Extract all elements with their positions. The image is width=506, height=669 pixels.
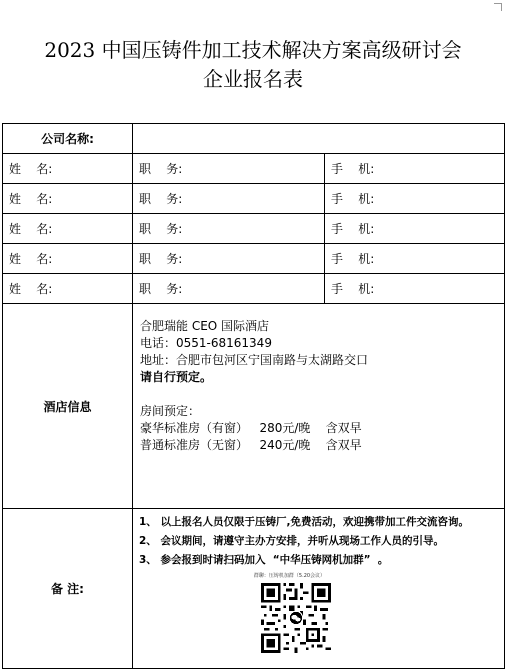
attendee-name-field[interactable]: 姓 名: bbox=[3, 244, 133, 274]
notes-content bbox=[133, 509, 505, 669]
attendee-mobile-field[interactable]: 手 机: bbox=[325, 274, 505, 304]
wechat-group-qr-code[interactable] bbox=[261, 583, 335, 653]
hotel-name: 合肥瑞能 CEO 国际酒店 bbox=[140, 319, 270, 333]
attendee-position-field[interactable]: 职 务: bbox=[133, 214, 325, 244]
hotel-info-content bbox=[133, 304, 505, 509]
notes-row bbox=[3, 509, 505, 669]
hotel-self-booking-note: 请自行预定。 bbox=[140, 370, 213, 384]
note-item-1: 1、 以上报名人员仅限于压铸厂,免费活动，欢迎携带加工件交流咨询。 bbox=[139, 516, 469, 528]
room-option-standard: 普通标准房（无窗） 240元/晚 含双早 bbox=[140, 438, 362, 452]
attendee-mobile-field[interactable]: 手 机: bbox=[325, 244, 505, 274]
attendee-row bbox=[3, 244, 505, 274]
document-title: 2023 中国压铸件加工技术解决方案高级研讨会 bbox=[44, 38, 462, 62]
notes-label: 备 注: bbox=[3, 509, 133, 669]
company-name-field[interactable] bbox=[133, 124, 505, 154]
registration-form-table bbox=[2, 123, 505, 669]
document-subtitle: 企业报名表 bbox=[203, 67, 303, 91]
qr-caption: 群聊：压铸机加群（5.20会议） bbox=[253, 573, 326, 579]
attendee-name-field[interactable]: 姓 名: bbox=[3, 274, 133, 304]
hotel-row bbox=[3, 304, 505, 509]
note-item-3: 3、 参会报到时请扫码加入 “中华压铸网机加群” 。 bbox=[139, 554, 389, 566]
hotel-info-label: 酒店信息 bbox=[3, 304, 133, 509]
attendee-position-field[interactable]: 职 务: bbox=[133, 244, 325, 274]
room-booking-title: 房间预定： bbox=[140, 404, 201, 418]
attendee-mobile-field[interactable]: 手 机: bbox=[325, 154, 505, 184]
hotel-address: 地址：合肥市包河区宁国南路与太湖路交口 bbox=[140, 353, 369, 367]
attendee-name-field[interactable]: 姓 名: bbox=[3, 154, 133, 184]
attendee-position-field[interactable]: 职 务: bbox=[133, 184, 325, 214]
attendee-name-field[interactable]: 姓 名: bbox=[3, 184, 133, 214]
attendee-position-field[interactable]: 职 务: bbox=[133, 274, 325, 304]
hotel-phone: 电话：0551-68161349 bbox=[140, 336, 272, 350]
attendee-row bbox=[3, 154, 505, 184]
attendee-mobile-field[interactable]: 手 机: bbox=[325, 184, 505, 214]
attendee-row bbox=[3, 274, 505, 304]
room-option-deluxe: 豪华标准房（有窗） 280元/晚 含双早 bbox=[140, 421, 362, 435]
attendee-mobile-field[interactable]: 手 机: bbox=[325, 214, 505, 244]
attendee-name-field[interactable]: 姓 名: bbox=[3, 214, 133, 244]
attendee-position-field[interactable]: 职 务: bbox=[133, 154, 325, 184]
company-row bbox=[3, 124, 505, 154]
attendee-row bbox=[3, 184, 505, 214]
attendee-row bbox=[3, 214, 505, 244]
note-item-2: 2、 会议期间，请遵守主办方安排，并听从现场工作人员的引导。 bbox=[139, 535, 444, 547]
company-name-label: 公司名称: bbox=[3, 124, 133, 154]
page-corner-mark bbox=[494, 3, 502, 11]
